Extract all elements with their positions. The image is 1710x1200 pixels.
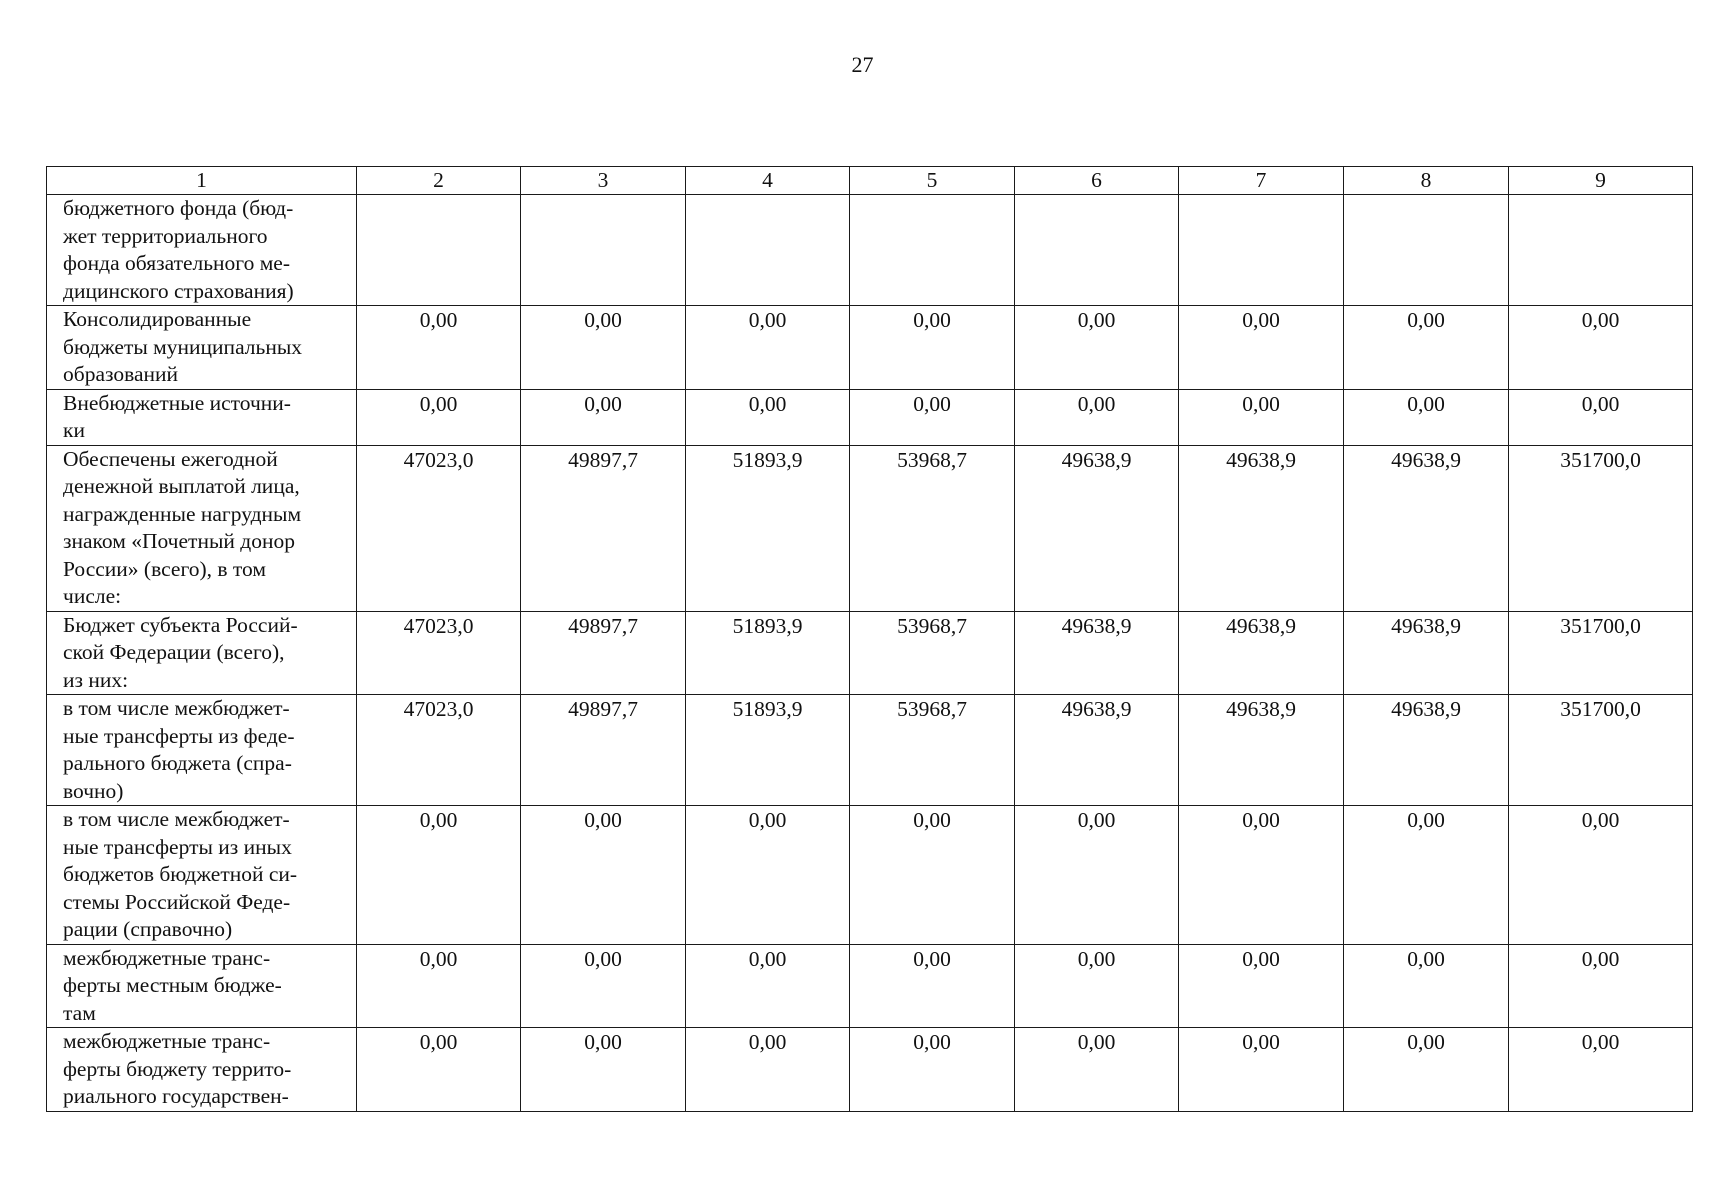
value-cell: 47023,0: [357, 445, 521, 611]
row-label-line: рации (справочно): [63, 917, 233, 941]
value-cell: 53968,7: [850, 695, 1015, 806]
value-cell: 0,00: [1179, 1028, 1344, 1112]
row-label: [47, 611, 357, 695]
table-row: [47, 389, 1693, 445]
table-row: [47, 695, 1693, 806]
value-cell: 0,00: [521, 806, 686, 945]
value-cell: 0,00: [1015, 389, 1179, 445]
row-label-line: Обеспечены ежегодной: [63, 446, 278, 471]
value-cell: 0,00: [1509, 1028, 1693, 1112]
value-cell: 0,00: [686, 306, 850, 390]
value-cell: 0,00: [1179, 806, 1344, 945]
value-cell: 351700,0: [1509, 445, 1693, 611]
row-label-line: стемы Российской Феде-: [63, 889, 291, 914]
value-cell: 0,00: [1509, 389, 1693, 445]
value-cell: 51893,9: [686, 445, 850, 611]
table-row: [47, 445, 1693, 611]
value-cell: 0,00: [521, 306, 686, 390]
table-body: [47, 195, 1693, 1112]
row-label: [47, 445, 357, 611]
value-cell: 0,00: [1015, 806, 1179, 945]
value-cell: 49638,9: [1179, 611, 1344, 695]
row-label-line: из них:: [63, 667, 129, 692]
value-cell: 0,00: [1179, 944, 1344, 1028]
row-label: [47, 389, 357, 445]
value-cell: 0,00: [1509, 306, 1693, 390]
value-cell: 351700,0: [1509, 611, 1693, 695]
row-label: [47, 306, 357, 390]
column-header: 2: [357, 167, 521, 195]
column-header: 8: [1344, 167, 1509, 195]
value-cell: 53968,7: [850, 445, 1015, 611]
value-cell: 49638,9: [1015, 445, 1179, 611]
value-cell: 49638,9: [1344, 445, 1509, 611]
row-label-line: в том числе межбюджет-: [63, 807, 290, 831]
value-cell: 0,00: [686, 944, 850, 1028]
row-label-line: ки: [63, 418, 85, 442]
row-label-line: бюджеты муниципальных: [63, 334, 303, 359]
value-cell: 49638,9: [1015, 611, 1179, 695]
page-number: 27: [851, 52, 874, 77]
row-label-line: риального государствен-: [63, 1084, 289, 1108]
value-cell: 0,00: [850, 389, 1015, 445]
table-row: [47, 806, 1693, 945]
value-cell: 0,00: [1015, 306, 1179, 390]
column-header: 5: [850, 167, 1015, 195]
value-cell: [1344, 195, 1509, 306]
row-label-line: жет территориального: [63, 223, 268, 248]
row-label-line: бюджетов бюджетной си-: [63, 862, 298, 886]
row-label-line: межбюджетные транс-: [63, 945, 271, 970]
value-cell: 0,00: [357, 389, 521, 445]
column-header: 3: [521, 167, 686, 195]
value-cell: 49638,9: [1179, 445, 1344, 611]
row-label-line: Внебюджетные источни-: [63, 390, 291, 415]
value-cell: 0,00: [850, 806, 1015, 945]
value-cell: 0,00: [357, 1028, 521, 1112]
column-number-row: [47, 167, 1693, 195]
column-header: 9: [1509, 167, 1693, 195]
value-cell: [850, 195, 1015, 306]
value-cell: 0,00: [1509, 944, 1693, 1028]
value-cell: 0,00: [1344, 944, 1509, 1028]
value-cell: 351700,0: [1509, 695, 1693, 806]
value-cell: [1509, 195, 1693, 306]
value-cell: 0,00: [1344, 389, 1509, 445]
value-cell: 0,00: [686, 806, 850, 945]
row-label-line: России» (всего), в том: [63, 556, 266, 581]
column-header: 6: [1015, 167, 1179, 195]
value-cell: [686, 195, 850, 306]
value-cell: [357, 195, 521, 306]
value-cell: 0,00: [850, 944, 1015, 1028]
value-cell: 0,00: [357, 944, 521, 1028]
row-label-line: вочно): [63, 778, 124, 803]
value-cell: 49897,7: [521, 445, 686, 611]
value-cell: 0,00: [1179, 389, 1344, 445]
value-cell: 49638,9: [1015, 695, 1179, 806]
row-label-line: бюджетного фонда (бюд-: [63, 196, 294, 220]
value-cell: 0,00: [686, 389, 850, 445]
value-cell: 0,00: [521, 944, 686, 1028]
value-cell: 51893,9: [686, 695, 850, 806]
row-label-line: там: [63, 1000, 96, 1025]
value-cell: 0,00: [1509, 806, 1693, 945]
budget-table: [46, 166, 1693, 1112]
column-header: 7: [1179, 167, 1344, 195]
value-cell: [1015, 195, 1179, 306]
table-row: [47, 611, 1693, 695]
row-label-line: дицинского страхования): [63, 278, 294, 303]
value-cell: 0,00: [357, 806, 521, 945]
column-header: 1: [47, 167, 357, 195]
value-cell: 47023,0: [357, 695, 521, 806]
table-row: [47, 1028, 1693, 1112]
value-cell: 0,00: [850, 306, 1015, 390]
value-cell: 0,00: [1344, 1028, 1509, 1112]
row-label-line: награжденные нагрудным: [63, 501, 302, 526]
row-label-line: ферты бюджету террито-: [63, 1056, 292, 1081]
value-cell: 0,00: [1015, 944, 1179, 1028]
row-label-line: знаком «Почетный донор: [63, 529, 295, 553]
value-cell: 0,00: [1344, 306, 1509, 390]
value-cell: [521, 195, 686, 306]
row-label-line: Консолидированные: [63, 307, 252, 331]
value-cell: 49638,9: [1344, 611, 1509, 695]
value-cell: [1179, 195, 1344, 306]
row-label-line: Бюджет субъекта Россий-: [63, 612, 298, 637]
row-label-line: ные трансферты из феде-: [63, 723, 295, 748]
row-label-line: образований: [63, 362, 179, 386]
value-cell: 0,00: [357, 306, 521, 390]
value-cell: 51893,9: [686, 611, 850, 695]
value-cell: 0,00: [521, 389, 686, 445]
value-cell: 0,00: [1015, 1028, 1179, 1112]
value-cell: 49638,9: [1344, 695, 1509, 806]
row-label-line: числе:: [63, 584, 122, 608]
value-cell: 0,00: [521, 1028, 686, 1112]
row-label: [47, 944, 357, 1028]
value-cell: 0,00: [1344, 806, 1509, 945]
table-row: [47, 306, 1693, 390]
row-label-line: ные трансферты из иных: [63, 834, 292, 859]
value-cell: 49638,9: [1179, 695, 1344, 806]
value-cell: 0,00: [686, 1028, 850, 1112]
row-label-line: ферты местным бюдже-: [63, 973, 282, 997]
row-label: [47, 806, 357, 945]
row-label: [47, 695, 357, 806]
value-cell: 47023,0: [357, 611, 521, 695]
table-row: [47, 944, 1693, 1028]
row-label-line: фонда обязательного ме-: [63, 251, 291, 275]
row-label: [47, 1028, 357, 1112]
value-cell: 0,00: [850, 1028, 1015, 1112]
row-label-line: рального бюджета (спра-: [63, 751, 292, 775]
row-label-line: в том числе межбюджет-: [63, 696, 290, 720]
table-row: [47, 195, 1693, 306]
column-header: 4: [686, 167, 850, 195]
row-label: [47, 195, 357, 306]
row-label-line: денежной выплатой лица,: [63, 474, 300, 498]
value-cell: 0,00: [1179, 306, 1344, 390]
value-cell: 49897,7: [521, 695, 686, 806]
value-cell: 49897,7: [521, 611, 686, 695]
row-label-line: межбюджетные транс-: [63, 1029, 271, 1053]
value-cell: 53968,7: [850, 611, 1015, 695]
row-label-line: ской Федерации (всего),: [63, 640, 285, 664]
